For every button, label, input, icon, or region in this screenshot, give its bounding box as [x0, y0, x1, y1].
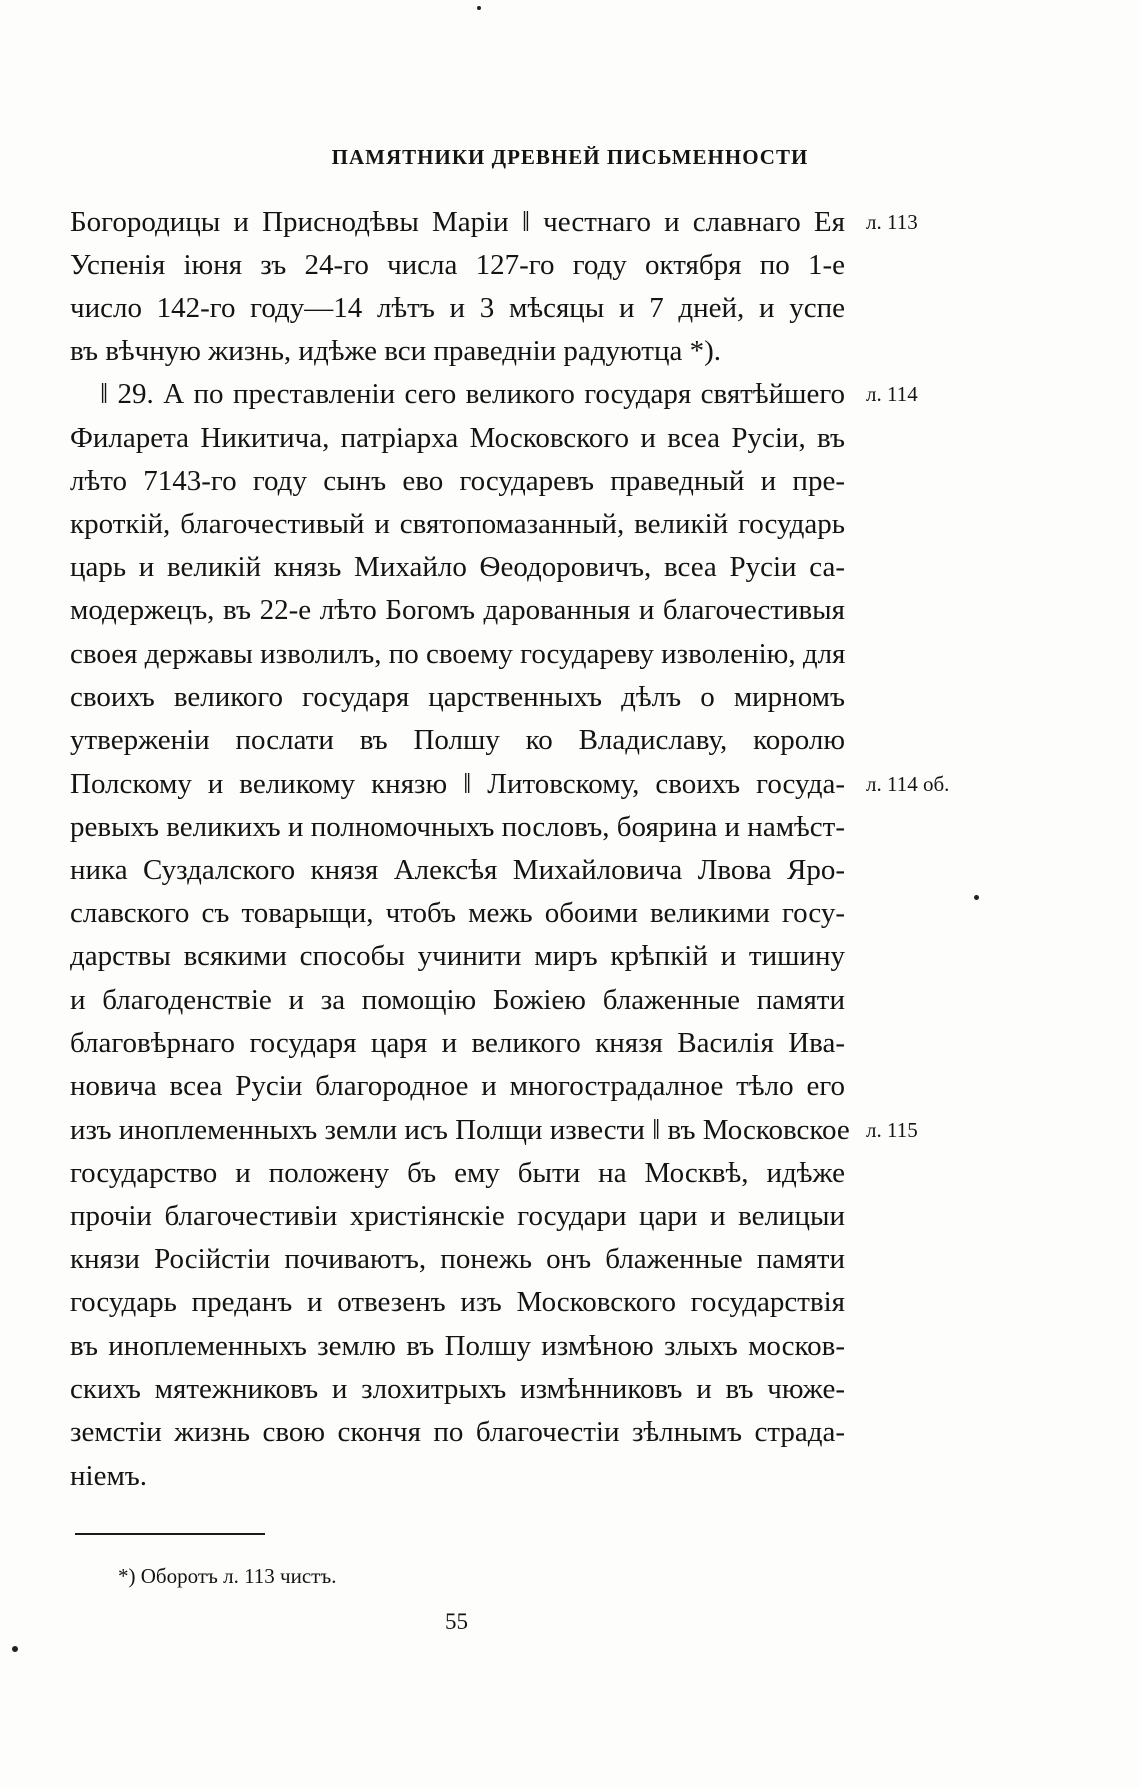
- text-line: ‖ 29. А по преставленіи сего великого государя святѣйшего: [100, 378, 845, 410]
- page-number: 55: [445, 1609, 468, 1634]
- text-line: и благоденствіе и за помощію Божіею блаженные памяти: [70, 984, 845, 1016]
- folio-mark: л. 114: [866, 382, 918, 406]
- text-line: Богородицы и Приснодѣвы Маріи ‖ честнаго и славнаго Ея: [70, 206, 845, 238]
- footnote: *) Оборотъ л. 113 чистъ.: [118, 1564, 337, 1588]
- text-line: своихъ великого государя царственныхъ дѣлъ о мирномъ: [70, 681, 845, 713]
- print-speck: [974, 895, 979, 900]
- text-line: прочіи благочестивіи христіянскіе государи цари и велицыи: [70, 1200, 845, 1232]
- folio-mark: л. 113: [866, 210, 918, 234]
- text-line: въ вѣчную жизнь, идѣже вси праведніи радуютца *).: [70, 335, 722, 367]
- text-line: дарствы всякими способы учинити миръ крѣпкій и тишину: [70, 940, 845, 972]
- text-line: благовѣрнаго государя царя и великого князя Василія Ива-: [70, 1027, 845, 1059]
- folio-mark: л. 115: [866, 1118, 918, 1142]
- running-head: ПАМЯТНИКИ ДРЕВНЕЙ ПИСЬМЕННОСТИ: [331, 145, 809, 169]
- text-line: ревыхъ великихъ и полномочныхъ пословъ, боярина и намѣст-: [70, 811, 845, 843]
- text-line: ніемъ.: [70, 1460, 148, 1492]
- text-line: изъ иноплеменныхъ земли исъ Полщи извести ‖ въ Московское: [70, 1114, 850, 1146]
- text-line: князи Російстіи почиваютъ, понежь онъ блаженные памяти: [70, 1243, 845, 1275]
- text-line: Филарета Никитича, патріарха Московского и всеа Русіи, въ: [70, 422, 845, 454]
- text-line: государь преданъ и отвезенъ изъ Московского государствія: [70, 1286, 845, 1318]
- text-line: Успенія іюня зъ 24-го числа 127-го году октября по 1-е: [70, 249, 845, 281]
- folio-mark: л. 114 об.: [866, 772, 950, 796]
- text-line: Полскому и великому князю ‖ Литовскому, своихъ госуда-: [70, 768, 845, 800]
- text-line: государство и положену бъ ему быти на Москвѣ, идѣже: [70, 1157, 845, 1189]
- footnote-divider: [75, 1533, 265, 1535]
- text-line: земстіи жизнь свою скончя по благочестіи зѣлнымъ страда-: [70, 1416, 845, 1448]
- text-line: своея державы изволилъ, по своему государеву изволенію, для: [70, 638, 846, 670]
- text-line: модержецъ, въ 22-е лѣто Богомъ дарованныя и благочестивыя: [70, 594, 845, 626]
- text-line: кроткій, благочестивый и святопомазанный, великій государь: [70, 508, 845, 540]
- text-line: въ иноплеменныхъ землю въ Полшу измѣною злыхъ москов-: [70, 1330, 845, 1362]
- text-line: славского съ товарыщи, чтобъ межь обоими великими госу-: [70, 897, 845, 929]
- text-line: новича всеа Русіи благородное и многострадалное тѣло его: [70, 1070, 845, 1102]
- print-speck: [477, 6, 481, 10]
- text-line: утверженіи послати въ Полшу ко Владиславу, королю: [70, 724, 845, 756]
- text-line: ника Суздалского князя Алексѣя Михайловича Лвова Яро-: [70, 854, 845, 886]
- print-speck: [12, 1646, 18, 1652]
- text-line: лѣто 7143-го году сынъ ево государевъ праведный и пре-: [70, 465, 845, 497]
- text-line: скихъ мятежниковъ и злохитрыхъ измѣнниковъ и въ чюже-: [70, 1373, 845, 1405]
- text-line: царь и великій князь Михайло Ѳеодоровичъ, всеа Русіи са-: [70, 551, 845, 583]
- text-line: число 142-го году—14 лѣтъ и 3 мѣсяцы и 7 дней, и успе: [70, 292, 845, 324]
